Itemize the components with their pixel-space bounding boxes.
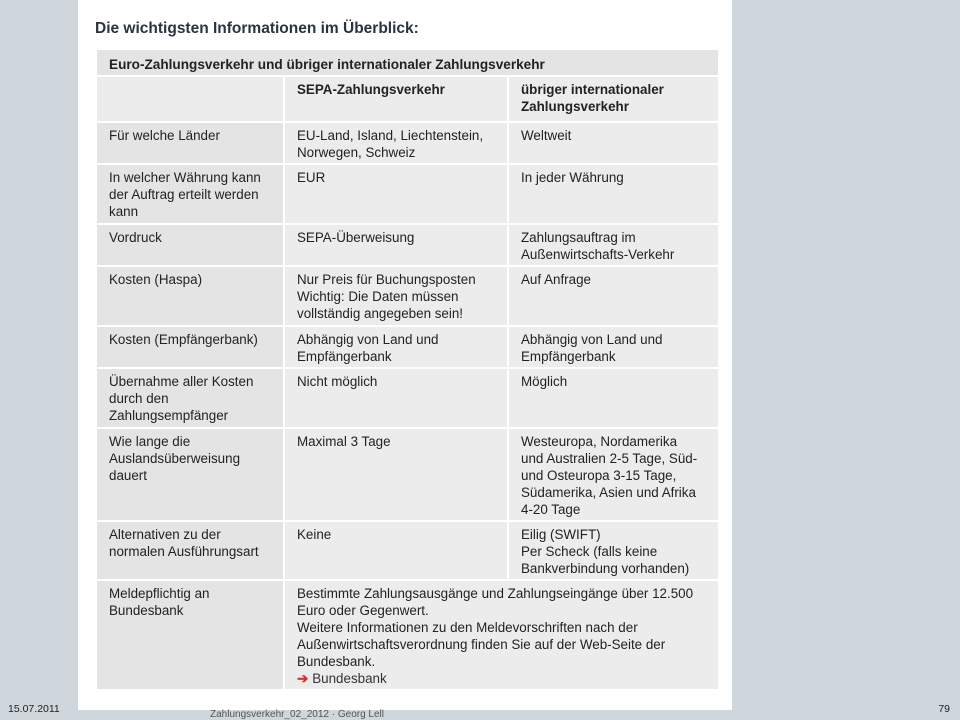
table-row [96, 326, 719, 368]
table-row [96, 224, 719, 266]
column-header-sepa: SEPA-Zahlungsverkehr [284, 76, 508, 122]
section-header: Euro-Zahlungsverkehr und übriger internationaler Zahlungsverkehr [96, 49, 719, 76]
row-label: Kosten (Empfängerbank) [96, 326, 284, 368]
sepa-value: Nur Preis für Buchungsposten Wichtig: Die Daten müssen vollständig angegeben sein! [284, 266, 508, 326]
sepa-value: EUR [284, 164, 508, 224]
sepa-value: Keine [284, 521, 508, 580]
column-header-row [96, 76, 719, 122]
sepa-value: SEPA-Überweisung [284, 224, 508, 266]
section-header-row [96, 49, 719, 76]
international-value: Westeuropa, Nordamerika und Australien 2-5 Tage, Süd- und Osteuropa 3-15 Tage, Südamerika, Asien und Afrika 4-20 Tage [508, 428, 719, 521]
row-label: Vordruck [96, 224, 284, 266]
bundesbank-link-label[interactable]: Bundesbank [312, 671, 387, 686]
row-label: In welcher Währung kann der Auftrag erteilt werden kann [96, 164, 284, 224]
slide-content [78, 0, 732, 710]
sepa-value: Nicht möglich [284, 368, 508, 428]
sepa-value: Maximal 3 Tage [284, 428, 508, 521]
international-value: Möglich [508, 368, 719, 428]
page-title: Die wichtigsten Informationen im Überblick: [95, 20, 419, 37]
page-number: 79 [938, 703, 950, 715]
footer-date: 15.07.2011 [8, 703, 60, 715]
row-label: Meldepflichtig an Bundesbank [96, 580, 284, 690]
footer-center-text: Zahlungsverkehr_02_2012 · Georg Lell [210, 709, 384, 720]
table-row [96, 122, 719, 164]
reporting-text: Bestimmte Zahlungsausgänge und Zahlungseingänge über 12.500 Euro oder Gegenwert. Weitere Informationen zu den Meldevorschriften nach der Außenwirtschaftsverordnung finden Sie auf der Web-Seite der Bundesbank. [297, 586, 694, 669]
row-label: Für welche Länder [96, 122, 284, 164]
column-header-empty [96, 76, 284, 122]
table-row [96, 266, 719, 326]
reporting-value [284, 580, 719, 690]
table-row [96, 368, 719, 428]
table-row [96, 164, 719, 224]
row-label: Wie lange die Auslandsüberweisung dauert [96, 428, 284, 521]
row-label: Übernahme aller Kosten durch den Zahlungsempfänger [96, 368, 284, 428]
international-value: Weltweit [508, 122, 719, 164]
row-label: Alternativen zu der normalen Ausführungsart [96, 521, 284, 580]
international-value: Eilig (SWIFT) Per Scheck (falls keine Bankverbindung vorhanden) [508, 521, 719, 580]
table-row [96, 580, 719, 690]
row-label: Kosten (Haspa) [96, 266, 284, 326]
bundesbank-link[interactable] [297, 670, 708, 687]
column-header-international: übriger internationaler Zahlungsverkehr [508, 76, 719, 122]
international-value: Abhängig von Land und Empfängerbank [508, 326, 719, 368]
international-value: Auf Anfrage [508, 266, 719, 326]
info-table [95, 48, 720, 691]
arrow-right-icon: ➔ [297, 671, 309, 686]
international-value: Zahlungsauftrag im Außenwirtschafts-Verkehr [508, 224, 719, 266]
table-row [96, 521, 719, 580]
sepa-value: Abhängig von Land und Empfängerbank [284, 326, 508, 368]
sepa-value: EU-Land, Island, Liechtenstein, Norwegen, Schweiz [284, 122, 508, 164]
international-value: In jeder Währung [508, 164, 719, 224]
table-row [96, 428, 719, 521]
